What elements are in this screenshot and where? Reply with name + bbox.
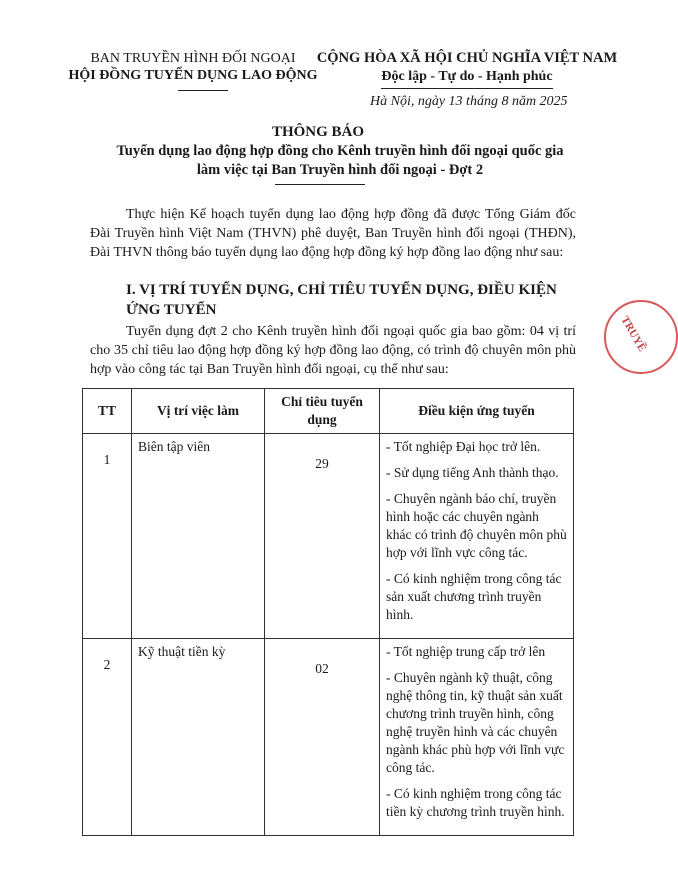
row-position: Biên tập viên (132, 434, 265, 639)
table-row (83, 639, 574, 836)
nation-name: CỘNG HÒA XÃ HỘI CHỦ NGHĨA VIỆT NAM (316, 50, 618, 66)
document-subtitle-line2: làm việc tại Ban Truyền hình đối ngoại - Đợt 2 (196, 162, 484, 178)
col-header-conditions: Điều kiện ứng tuyển (380, 389, 574, 434)
national-motto: Độc lập - Tự do - Hạnh phúc (381, 67, 552, 89)
section-1-heading: I. VỊ TRÍ TUYỂN DỤNG, CHỈ TIÊU TUYỂN DỤNG, ĐIỀU KIỆN ỨNG TUYỂN (126, 282, 557, 318)
row-quota: 02 (315, 661, 329, 676)
row-tt-cell (83, 639, 132, 836)
row-quota-cell (265, 434, 380, 639)
condition-item: - Chuyên ngành kỹ thuật, công nghệ thông tin, kỹ thuật sản xuất chương trình truyền hình, công nghệ truyền hình và các chuyên ngành khác phù hợp với lĩnh vực công tác. (386, 670, 565, 775)
red-seal-stamp (604, 300, 678, 374)
row-conditions (380, 434, 574, 639)
recruitment-table (82, 388, 574, 836)
section-1-paragraph (90, 322, 576, 379)
row-quota-cell (265, 639, 380, 836)
row-tt: 2 (103, 657, 111, 672)
table-header-row (83, 389, 574, 434)
condition-item: - Tốt nghiệp Đại học trở lên. (386, 439, 541, 454)
stamp-text: TRUYỀ (618, 314, 649, 354)
col-header-tt: TT (83, 389, 132, 434)
document-title: THÔNG BÁO (271, 124, 365, 140)
row-tt-cell (83, 434, 132, 639)
document-subtitle-line1: Tuyển dụng lao động hợp đồng cho Kênh truyền hình đối ngoại quốc gia (116, 143, 564, 159)
col-header-quota: Chỉ tiêu tuyển dụng (265, 389, 380, 434)
row-quota: 29 (315, 456, 329, 471)
row-position: Kỹ thuật tiền kỳ (132, 639, 265, 836)
issuer-block (62, 50, 324, 85)
section-1-text: Tuyển dụng đợt 2 cho Kênh truyền hình đối ngoại quốc gia bao gồm: 04 vị trí cho 35 chỉ tiêu lao động hợp đồng ký hợp đồng lao động, có trình độ chuyên môn phù hợp vào công tác tại Ban Truyền hình đối ngoại, cụ thể như sau: (90, 324, 576, 377)
condition-item: - Chuyên ngành báo chí, truyền hình hoặc các chuyên ngành khác có trình độ chuyên môn phù hợp với lĩnh vực công tác. (386, 491, 567, 560)
issuer-underline (178, 90, 228, 91)
row-conditions (380, 639, 574, 836)
intro-paragraph (90, 205, 576, 262)
col-header-position: Vị trí việc làm (132, 389, 265, 434)
issuer-org: BAN TRUYỀN HÌNH ĐỐI NGOẠI (90, 51, 296, 66)
condition-item: - Có kinh nghiệm trong công tác tiền kỳ chương trình truyền hình. (386, 786, 565, 819)
title-underline (275, 184, 365, 185)
row-tt: 1 (103, 452, 111, 467)
issuer-council: HỘI ĐỒNG TUYỂN DỤNG LAO ĐỘNG (68, 68, 318, 83)
national-heading (316, 50, 618, 89)
intro-text: Thực hiện Kế hoạch tuyển dụng lao động hợp đồng đã được Tổng Giám đốc Đài Truyền hình Việt Nam (THVN) phê duyệt, Ban Truyền hình đối ngoại (THĐN), Đài THVN thông báo tuyển dụng lao động hợp đồng ký hợp đồng lao động như sau: (90, 207, 576, 260)
condition-item: - Có kinh nghiệm trong công tác sản xuất chương trình truyền hình. (386, 571, 562, 622)
condition-item: - Tốt nghiệp trung cấp trở lên (386, 644, 546, 659)
condition-item: - Sử dụng tiếng Anh thành thạo. (386, 465, 559, 480)
document-date: Hà Nội, ngày 13 tháng 8 năm 2025 (370, 94, 568, 109)
table-row (83, 434, 574, 639)
